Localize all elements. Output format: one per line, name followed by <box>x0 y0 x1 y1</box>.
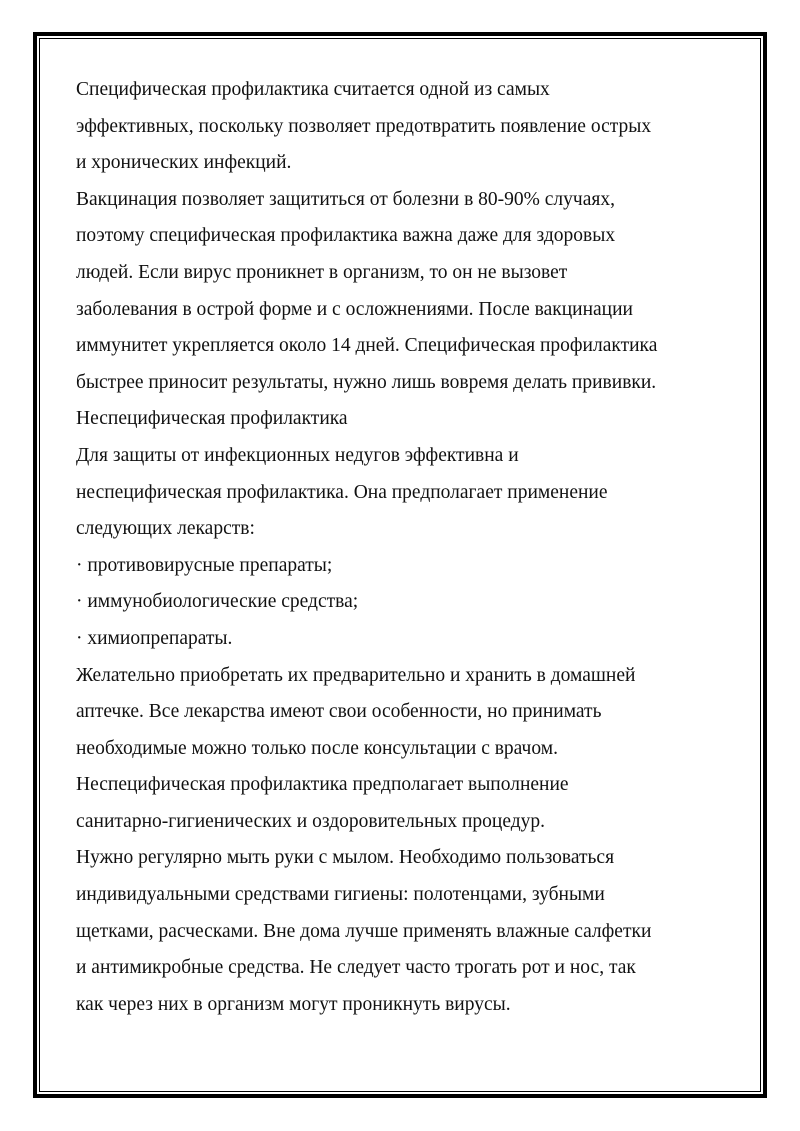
text-line: необходимые можно только после консультации с врачом. <box>76 737 558 759</box>
text-line: как через них в организм могут проникнуть вирусы. <box>76 993 511 1015</box>
list-item: · иммунобиологические средства; <box>76 591 359 613</box>
section-heading: Неспецифическая профилактика <box>76 408 348 430</box>
text-line: поэтому специфическая профилактика важна даже для здоровых <box>76 225 616 247</box>
text-line: и антимикробные средства. Не следует часто трогать рот и нос, так <box>76 957 636 979</box>
text-line: щетками, расческами. Вне дома лучше применять влажные салфетки <box>76 920 652 942</box>
document-body <box>76 72 756 1023</box>
text-line: индивидуальными средствами гигиены: полотенцами, зубными <box>76 884 605 906</box>
text-line: людей. Если вирус проникнет в организм, то он не вызовет <box>76 261 568 283</box>
text-line: неспецифическая профилактика. Она предполагает применение <box>76 481 608 503</box>
text-line: аптечке. Все лекарства имеют свои особенности, но принимать <box>76 701 602 723</box>
text-line: быстрее приносит результаты, нужно лишь вовремя делать прививки. <box>76 371 657 393</box>
list-item: · химиопрепараты. <box>76 627 233 649</box>
text-line: Для защиты от инфекционных недугов эффективна и <box>76 444 519 466</box>
text-line: Вакцинация позволяет защититься от болезни в 80-90% случаях, <box>76 188 615 210</box>
text-line: Специфическая профилактика считается одной из самых <box>76 79 550 100</box>
text-line: Нужно регулярно мыть руки с мылом. Необходимо пользоваться <box>76 847 615 869</box>
text-line: Неспецифическая профилактика предполагает выполнение <box>76 774 569 796</box>
list-item: · противовирусные препараты; <box>76 554 333 576</box>
text-line: санитарно-гигиенических и оздоровительных процедур. <box>76 810 546 832</box>
text-line: Желательно приобретать их предварительно и хранить в домашней <box>76 664 636 686</box>
text-line: и хронических инфекций. <box>76 152 292 174</box>
text-line: заболевания в острой форме и с осложнениями. После вакцинации <box>76 298 633 320</box>
text-line: эффективных, поскольку позволяет предотвратить появление острых <box>76 115 652 137</box>
text-line: следующих лекарств: <box>76 518 255 540</box>
text-line: иммунитет укрепляется около 14 дней. Специфическая профилактика <box>76 335 658 357</box>
